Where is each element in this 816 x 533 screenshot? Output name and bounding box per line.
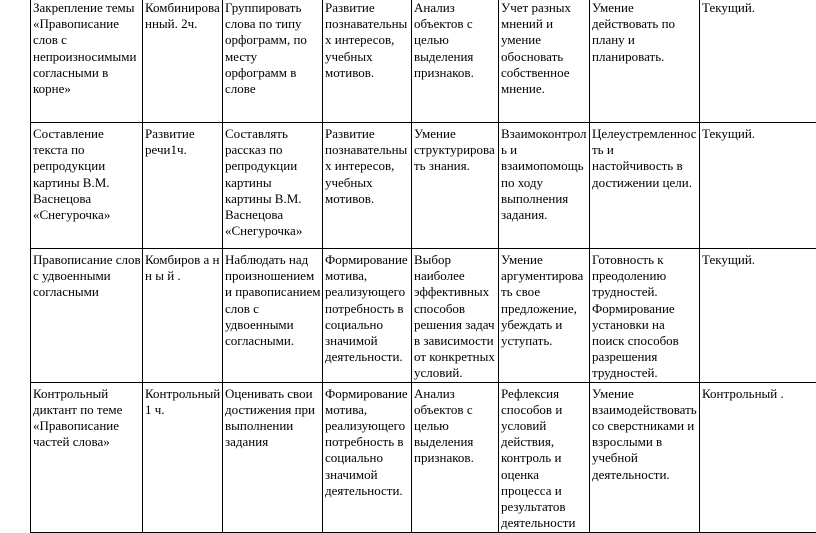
table-row: [31, 249, 816, 383]
cell-personal: Развитие познавательных интересов, учебных мотивов.: [323, 0, 412, 123]
cell-activity: Группировать слова по типу орфограмм, по месту орфограмм в слове: [223, 0, 323, 123]
cell-lesson-type: Комбиров а н н ы й .: [143, 249, 223, 383]
cell-regulative: Готовность к преодолению трудностей. Формирование установки на поиск способов разрешения трудностей.: [590, 249, 700, 383]
table-row: [31, 123, 816, 249]
cell-personal: Формирование мотива, реализующего потребность в социально значимой деятельности.: [323, 382, 412, 532]
cell-topic: Составление текста по репродукции картины В.М. Васнецова «Снегурочка»: [31, 123, 143, 249]
cell-regulative: Умение взаимодействовать со сверстниками и взрослыми в учебной деятельности.: [590, 382, 700, 532]
cell-control: Текущий.: [700, 249, 816, 383]
cell-communicative: Рефлексия способов и условий действия, контроль и оценка процесса и результатов деятельности: [499, 382, 590, 532]
cell-activity: Наблюдать над произношением и правописанием слов с удвоенными согласными.: [223, 249, 323, 383]
cell-topic: Закрепление темы «Правописание слов с непроизносимыми согласными в корне»: [31, 0, 143, 123]
cell-cognitive: Умение структурировать знания.: [412, 123, 499, 249]
cell-topic: Контрольный диктант по теме «Правописание частей слова»: [31, 382, 143, 532]
lesson-plan-table: [30, 0, 816, 533]
cell-control: Контрольный .: [700, 382, 816, 532]
cell-activity: Оценивать свои достижения при выполнении задания: [223, 382, 323, 532]
cell-topic: Правописание слов с удвоенными согласными: [31, 249, 143, 383]
cell-control: Текущий.: [700, 123, 816, 249]
cell-lesson-type: Развитие речи1ч.: [143, 123, 223, 249]
cell-personal: Формирование мотива, реализующего потребность в социально значимой деятельности.: [323, 249, 412, 383]
cell-lesson-type: Контрольный 1 ч.: [143, 382, 223, 532]
cell-communicative: Учет разных мнений и умение обосновать собственное мнение.: [499, 0, 590, 123]
cell-communicative: Умение аргументировать свое предложение, убеждать и уступать.: [499, 249, 590, 383]
table-row: [31, 0, 816, 123]
cell-control: Текущий.: [700, 0, 816, 123]
cell-activity: Составлять рассказ по репродукции картины картины В.М. Васнецова «Снегурочка»: [223, 123, 323, 249]
cell-cognitive: Анализ объектов с целью выделения признаков.: [412, 0, 499, 123]
cell-communicative: Взаимоконтроль и взаимопомощь по ходу выполнения задания.: [499, 123, 590, 249]
cell-personal: Развитие познавательных интересов, учебных мотивов.: [323, 123, 412, 249]
table-row: [31, 382, 816, 532]
cell-regulative: Умение действовать по плану и планировать.: [590, 0, 700, 123]
cell-cognitive: Анализ объектов с целью выделения признаков.: [412, 382, 499, 532]
cell-cognitive: Выбор наиболее эффективных способов решения задач в зависимости от конкретных условий.: [412, 249, 499, 383]
cell-regulative: Целеустремленность и настойчивость в достижении цели.: [590, 123, 700, 249]
cell-lesson-type: Комбинированный. 2ч.: [143, 0, 223, 123]
